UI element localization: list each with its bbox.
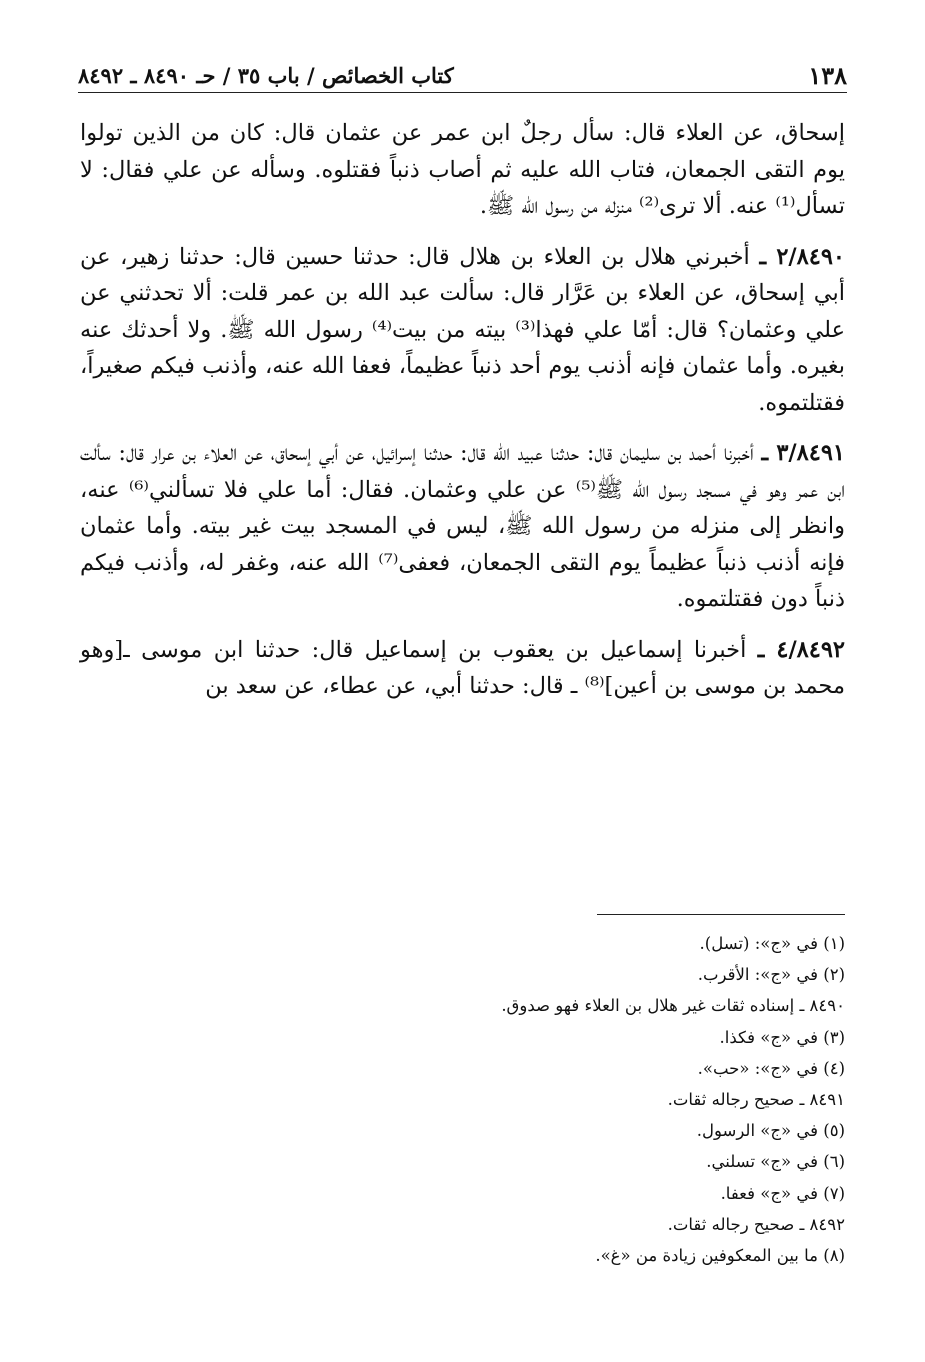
paragraph-continuation — [80, 115, 845, 225]
hadith-8492 — [80, 632, 845, 705]
footnotes — [80, 928, 845, 1271]
footnote: (٦) في «ج» تسلني. — [706, 1152, 845, 1172]
paragraph-text: أخبرنا أحمد بن سليمان قال: حدثنا عبيد الله قال: حدثنا إسرائيل، عن أبي إسحاق، عن العلاء بن عرار قال: سألت ابن عمر وهو في مسجد رسول الله ﷺ⁽⁵⁾ عن علي وعثمان. فقال: أما علي فلا تسألني⁽⁶⁾ عنه، وانظر إلى منزله من رسول الله ﷺ، ليس في المسجد بيت غير بيته. وأما عثمان فإنه أذنب ذنباً عظيماً يوم التقى الجمعان، فعفى⁽⁷⁾ الله عنه، وغفر له، وأذنب فيكم ذنباً دون فقتلتموه. — [80, 440, 846, 612]
footnote: (٥) في «ج» الرسول. — [696, 1121, 845, 1141]
footnote: (١) في «ج»: (تسل). — [699, 934, 845, 953]
footnote: ٨٤٩٢ ـ صحيح رجاله ثقات. — [667, 1214, 845, 1234]
running-title: كتاب الخصائص / باب ٣٥ / حـ ٨٤٩٠ ـ ٨٤٩٢ — [78, 62, 454, 88]
hadith-8491 — [80, 435, 845, 618]
footnote: (٨) ما بين المعكوفين زيادة من «غ». — [595, 1246, 845, 1266]
paragraph-text: أخبرنا إسماعيل بن يعقوب بن إسماعيل قال: حدثنا ابن موسى ـ[وهو محمد بن موسى بن أعين]⁽⁸⁾ ـ قال: حدثنا أبي، عن عطاء، عن سعد بن — [80, 636, 845, 699]
footnote: ٨٤٩١ ـ صحيح رجاله ثقات. — [667, 1090, 845, 1110]
footnote: (٤) في «ج»: «حب». — [697, 1058, 845, 1078]
paragraph-text: أخبرني هلال بن العلاء بن هلال قال: حدثنا حسين قال: حدثنا زهير، عن أبي إسحاق، عن العلاء بن عَرَّار قال: سألت عبد الله بن عمر قلت: ألا تحدثني عن علي وعثمان؟ قال: أمّا علي فهذا⁽³⁾ بيته من بيت⁽⁴⁾ رسول الله ﷺ. ولا أحدثك عنه بغيره. وأما عثمان فإنه أذنب يوم أحد ذنباً عظيماً، فعفا الله عنه، وأذنب فيكم صغيراً، فقتلتموه. — [80, 243, 846, 416]
page-number: ١٣٨ — [808, 60, 847, 90]
page-header — [78, 58, 847, 93]
footnote-separator — [597, 914, 845, 915]
main-text — [80, 115, 845, 719]
footnote: ٨٤٩٠ ـ إسناده ثقات غير هلال بن العلاء فهو صدوق. — [501, 996, 845, 1016]
hadith-number: ٤/٨٤٩٢ ـ — [757, 636, 846, 663]
paragraph-text: إسحاق، عن العلاء قال: سأل رجلٌ ابن عمر عن عثمان قال: كان من الذين تولوا يوم التقى الجمعان، فتاب الله عليه ثم أصاب ذنباً فقتلوه. وسأله عن علي فقال: لا تسأل⁽¹⁾ عنه. ألا ترى⁽²⁾ منزله من رسول الله ﷺ. — [80, 120, 845, 219]
footnote: (٢) في «ج»: الأقرب. — [697, 965, 845, 985]
hadith-number: ٣/٨٤٩١ ـ — [761, 440, 845, 466]
hadith-8490 — [80, 239, 845, 422]
footnote: (٧) في «ج» فعفا. — [720, 1183, 845, 1203]
footnote: (٣) في «ج» فكذا. — [719, 1027, 845, 1047]
hadith-number: ٢/٨٤٩٠ ـ — [759, 243, 845, 270]
